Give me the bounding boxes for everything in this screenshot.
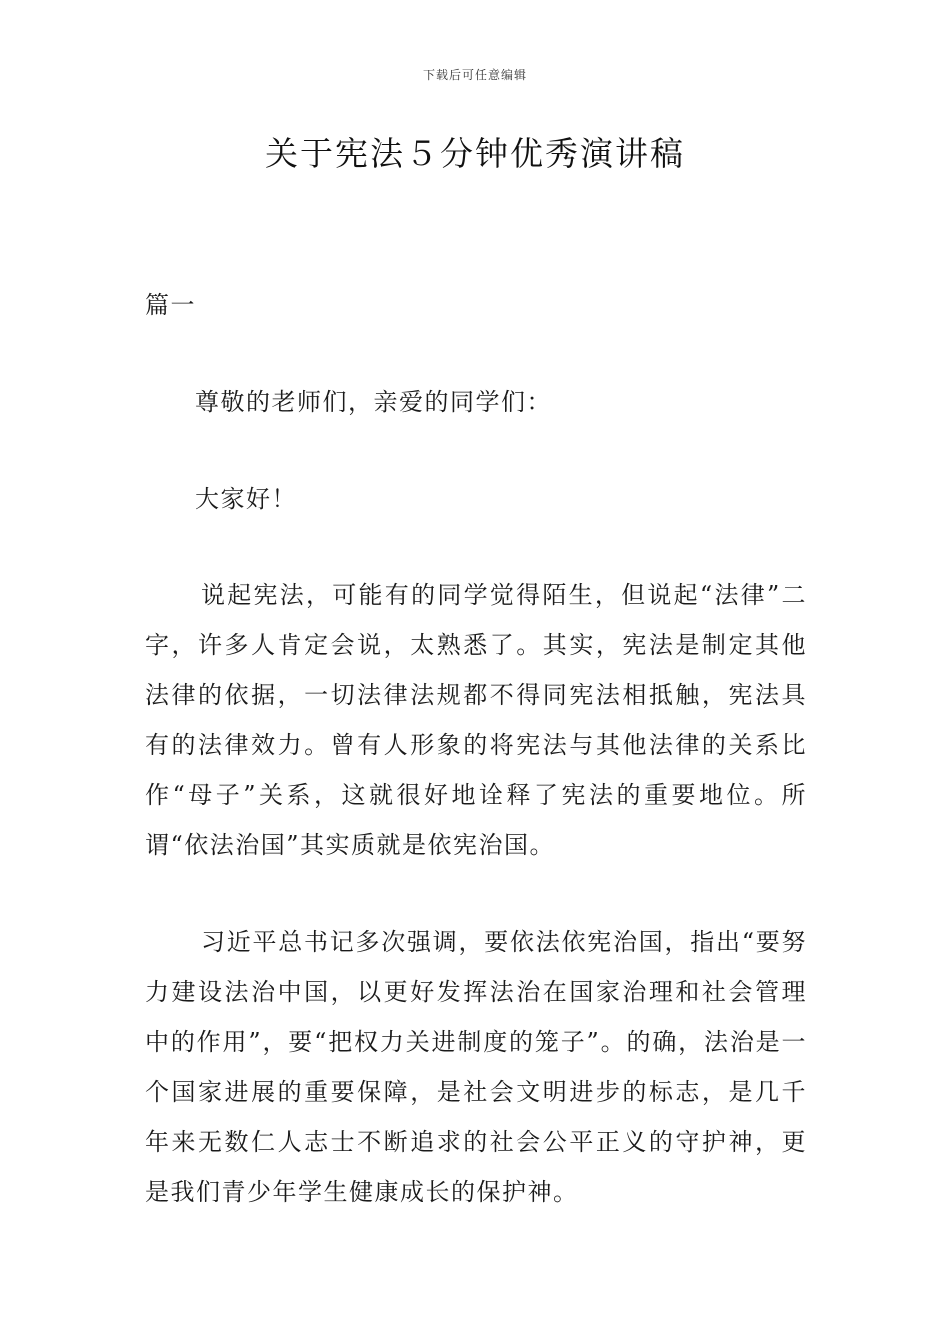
header-note: 下载后可任意编辑 <box>422 68 527 82</box>
section-label: 篇一 <box>145 291 196 319</box>
paragraph-1: 说起宪法，可能有的同学觉得陌生，但说起“法律”二字，许多人肯定会说，太熟悉了。其实，宪法是制定其他法律的依据，一切法律法规都不得同宪法相抵触，宪法具有的法律效力。曾有人形象的将宪法与其他法律的关系比作“母子”关系，这就很好地诠释了宪法的重要地位。所谓“依法治国”其实质就是依宪治国。 <box>145 581 807 859</box>
greeting: 大家好！ <box>195 485 297 513</box>
salutation: 尊敬的老师们，亲爱的同学们： <box>195 388 552 416</box>
document-title: 关于宪法５分钟优秀演讲稿 <box>265 134 685 173</box>
paragraph-2: 习近平总书记多次强调，要依法依宪治国，指出“要努力建设法治中国，以更好发挥法治在国家治理和社会管理中的作用”，要“把权力关进制度的笼子”。的确，法治是一个国家进展的重要保障，是社会文明进步的标志，是几千年来无数仁人志士不断追求的社会公平正义的守护神，更是我们青少年学生健康成长的保护神。 <box>145 928 807 1206</box>
